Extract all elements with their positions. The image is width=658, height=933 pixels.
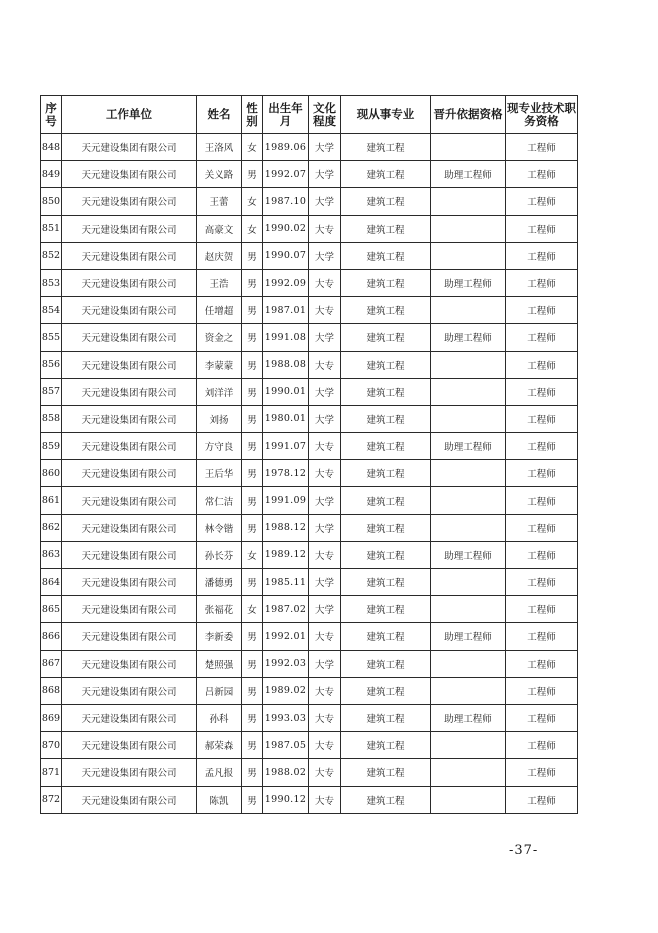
cell-current-major: 建筑工程 (341, 541, 431, 568)
header-birth-date: 出生年月 (263, 96, 309, 134)
cell-birth-date: 1989.12 (263, 541, 309, 568)
cell-work-unit: 天元建设集团有限公司 (62, 596, 197, 623)
cell-name: 楚照强 (197, 650, 242, 677)
cell-serial-number: 869 (41, 704, 62, 731)
cell-name: 王浩 (197, 269, 242, 296)
cell-current-major: 建筑工程 (341, 161, 431, 188)
cell-name: 吕新园 (197, 677, 242, 704)
cell-birth-date: 1990.01 (263, 378, 309, 405)
table-row (41, 569, 578, 596)
cell-work-unit: 天元建设集团有限公司 (62, 704, 197, 731)
cell-gender: 男 (242, 297, 263, 324)
cell-education: 大学 (309, 378, 341, 405)
cell-promotion-basis (431, 487, 506, 514)
cell-gender: 男 (242, 269, 263, 296)
cell-promotion-basis (431, 405, 506, 432)
cell-birth-date: 1987.02 (263, 596, 309, 623)
table-row (41, 759, 578, 786)
cell-education: 大学 (309, 487, 341, 514)
cell-work-unit: 天元建设集团有限公司 (62, 269, 197, 296)
cell-current-major: 建筑工程 (341, 134, 431, 161)
cell-current-title: 工程师 (506, 541, 578, 568)
table-body (41, 134, 578, 814)
cell-gender: 男 (242, 786, 263, 813)
cell-current-title: 工程师 (506, 433, 578, 460)
cell-promotion-basis (431, 650, 506, 677)
cell-promotion-basis: 助理工程师 (431, 324, 506, 351)
table-row (41, 134, 578, 161)
cell-birth-date: 1988.12 (263, 514, 309, 541)
cell-birth-date: 1989.02 (263, 677, 309, 704)
cell-birth-date: 1980.01 (263, 405, 309, 432)
cell-birth-date: 1992.01 (263, 623, 309, 650)
cell-birth-date: 1991.07 (263, 433, 309, 460)
cell-serial-number: 870 (41, 732, 62, 759)
cell-name: 孙科 (197, 704, 242, 731)
cell-promotion-basis (431, 786, 506, 813)
cell-serial-number: 849 (41, 161, 62, 188)
table-row (41, 324, 578, 351)
cell-serial-number: 864 (41, 569, 62, 596)
cell-work-unit: 天元建设集团有限公司 (62, 405, 197, 432)
cell-education: 大专 (309, 269, 341, 296)
table-header-row (41, 96, 578, 134)
cell-promotion-basis (431, 460, 506, 487)
cell-work-unit: 天元建设集团有限公司 (62, 188, 197, 215)
table-row (41, 704, 578, 731)
cell-current-major: 建筑工程 (341, 351, 431, 378)
cell-promotion-basis: 助理工程师 (431, 623, 506, 650)
cell-birth-date: 1989.06 (263, 134, 309, 161)
cell-work-unit: 天元建设集团有限公司 (62, 161, 197, 188)
cell-birth-date: 1990.12 (263, 786, 309, 813)
cell-gender: 男 (242, 650, 263, 677)
table-row (41, 623, 578, 650)
table-row (41, 677, 578, 704)
cell-current-major: 建筑工程 (341, 433, 431, 460)
cell-promotion-basis (431, 759, 506, 786)
cell-promotion-basis: 助理工程师 (431, 704, 506, 731)
table-row (41, 460, 578, 487)
cell-promotion-basis: 助理工程师 (431, 161, 506, 188)
cell-gender: 女 (242, 215, 263, 242)
cell-current-title: 工程师 (506, 596, 578, 623)
cell-current-major: 建筑工程 (341, 514, 431, 541)
cell-birth-date: 1993.03 (263, 704, 309, 731)
cell-name: 王洛风 (197, 134, 242, 161)
header-name: 姓名 (197, 96, 242, 134)
cell-work-unit: 天元建设集团有限公司 (62, 650, 197, 677)
cell-serial-number: 854 (41, 297, 62, 324)
cell-current-title: 工程师 (506, 786, 578, 813)
table-row (41, 215, 578, 242)
cell-work-unit: 天元建设集团有限公司 (62, 134, 197, 161)
cell-education: 大专 (309, 351, 341, 378)
cell-serial-number: 865 (41, 596, 62, 623)
header-education: 文化程度 (309, 96, 341, 134)
cell-current-major: 建筑工程 (341, 623, 431, 650)
cell-current-title: 工程师 (506, 460, 578, 487)
cell-serial-number: 859 (41, 433, 62, 460)
cell-gender: 男 (242, 759, 263, 786)
cell-current-major: 建筑工程 (341, 215, 431, 242)
cell-gender: 男 (242, 460, 263, 487)
cell-birth-date: 1992.09 (263, 269, 309, 296)
cell-current-title: 工程师 (506, 704, 578, 731)
cell-work-unit: 天元建设集团有限公司 (62, 351, 197, 378)
cell-current-title: 工程师 (506, 351, 578, 378)
cell-birth-date: 1987.05 (263, 732, 309, 759)
cell-name: 关义路 (197, 161, 242, 188)
cell-gender: 男 (242, 514, 263, 541)
cell-promotion-basis (431, 215, 506, 242)
cell-serial-number: 848 (41, 134, 62, 161)
cell-work-unit: 天元建设集团有限公司 (62, 378, 197, 405)
cell-work-unit: 天元建设集团有限公司 (62, 569, 197, 596)
cell-work-unit: 天元建设集团有限公司 (62, 324, 197, 351)
cell-gender: 女 (242, 541, 263, 568)
cell-gender: 女 (242, 188, 263, 215)
cell-serial-number: 861 (41, 487, 62, 514)
table-row (41, 541, 578, 568)
cell-work-unit: 天元建设集团有限公司 (62, 460, 197, 487)
cell-work-unit: 天元建设集团有限公司 (62, 297, 197, 324)
cell-current-major: 建筑工程 (341, 188, 431, 215)
cell-name: 高豪文 (197, 215, 242, 242)
cell-education: 大专 (309, 677, 341, 704)
cell-current-title: 工程师 (506, 378, 578, 405)
cell-gender: 男 (242, 351, 263, 378)
cell-work-unit: 天元建设集团有限公司 (62, 786, 197, 813)
cell-serial-number: 867 (41, 650, 62, 677)
cell-birth-date: 1988.02 (263, 759, 309, 786)
cell-work-unit: 天元建设集团有限公司 (62, 514, 197, 541)
cell-gender: 男 (242, 623, 263, 650)
cell-current-major: 建筑工程 (341, 732, 431, 759)
cell-education: 大专 (309, 460, 341, 487)
table-row (41, 650, 578, 677)
cell-promotion-basis (431, 732, 506, 759)
cell-serial-number: 857 (41, 378, 62, 405)
cell-work-unit: 天元建设集团有限公司 (62, 433, 197, 460)
roster-table (40, 95, 578, 814)
cell-name: 常仁洁 (197, 487, 242, 514)
cell-current-major: 建筑工程 (341, 405, 431, 432)
table-row (41, 242, 578, 269)
table-row (41, 732, 578, 759)
cell-education: 大专 (309, 759, 341, 786)
cell-gender: 女 (242, 134, 263, 161)
cell-birth-date: 1988.08 (263, 351, 309, 378)
cell-gender: 男 (242, 487, 263, 514)
cell-current-title: 工程师 (506, 759, 578, 786)
table-row (41, 297, 578, 324)
cell-current-title: 工程师 (506, 732, 578, 759)
cell-promotion-basis (431, 596, 506, 623)
cell-current-major: 建筑工程 (341, 242, 431, 269)
cell-serial-number: 862 (41, 514, 62, 541)
cell-education: 大学 (309, 650, 341, 677)
cell-current-major: 建筑工程 (341, 297, 431, 324)
cell-education: 大学 (309, 514, 341, 541)
cell-current-title: 工程师 (506, 269, 578, 296)
cell-current-title: 工程师 (506, 487, 578, 514)
cell-birth-date: 1992.07 (263, 161, 309, 188)
cell-name: 赵庆贺 (197, 242, 242, 269)
cell-work-unit: 天元建设集团有限公司 (62, 623, 197, 650)
cell-gender: 男 (242, 242, 263, 269)
table-row (41, 514, 578, 541)
cell-promotion-basis (431, 514, 506, 541)
cell-education: 大学 (309, 596, 341, 623)
cell-education: 大学 (309, 405, 341, 432)
cell-education: 大专 (309, 541, 341, 568)
cell-current-major: 建筑工程 (341, 677, 431, 704)
cell-promotion-basis (431, 378, 506, 405)
cell-gender: 男 (242, 704, 263, 731)
cell-promotion-basis (431, 677, 506, 704)
cell-current-title: 工程师 (506, 215, 578, 242)
cell-serial-number: 871 (41, 759, 62, 786)
cell-education: 大学 (309, 324, 341, 351)
cell-name: 陈凯 (197, 786, 242, 813)
cell-current-title: 工程师 (506, 242, 578, 269)
cell-current-major: 建筑工程 (341, 269, 431, 296)
cell-current-title: 工程师 (506, 677, 578, 704)
cell-education: 大专 (309, 297, 341, 324)
cell-gender: 男 (242, 378, 263, 405)
cell-name: 刘扬 (197, 405, 242, 432)
cell-work-unit: 天元建设集团有限公司 (62, 677, 197, 704)
cell-name: 潘德勇 (197, 569, 242, 596)
cell-current-title: 工程师 (506, 188, 578, 215)
cell-name: 李新委 (197, 623, 242, 650)
header-current-title: 现专业技术职务资格 (506, 96, 578, 134)
header-current-major: 现从事专业 (341, 96, 431, 134)
cell-name: 李蒙蒙 (197, 351, 242, 378)
table-row (41, 188, 578, 215)
cell-current-title: 工程师 (506, 569, 578, 596)
cell-promotion-basis: 助理工程师 (431, 541, 506, 568)
header-serial-number: 序号 (41, 96, 62, 134)
cell-current-title: 工程师 (506, 514, 578, 541)
cell-promotion-basis: 助理工程师 (431, 269, 506, 296)
cell-education: 大专 (309, 786, 341, 813)
cell-current-major: 建筑工程 (341, 324, 431, 351)
cell-gender: 男 (242, 732, 263, 759)
header-promotion-basis: 晋升依据资格 (431, 96, 506, 134)
cell-education: 大学 (309, 188, 341, 215)
cell-serial-number: 856 (41, 351, 62, 378)
table-row (41, 596, 578, 623)
cell-name: 孟凡报 (197, 759, 242, 786)
cell-current-major: 建筑工程 (341, 460, 431, 487)
cell-current-title: 工程师 (506, 161, 578, 188)
cell-birth-date: 1978.12 (263, 460, 309, 487)
cell-gender: 男 (242, 569, 263, 596)
cell-gender: 男 (242, 405, 263, 432)
cell-name: 孙长芬 (197, 541, 242, 568)
cell-serial-number: 866 (41, 623, 62, 650)
cell-promotion-basis (431, 242, 506, 269)
cell-education: 大专 (309, 433, 341, 460)
cell-current-title: 工程师 (506, 405, 578, 432)
cell-serial-number: 868 (41, 677, 62, 704)
cell-promotion-basis (431, 134, 506, 161)
cell-serial-number: 863 (41, 541, 62, 568)
cell-birth-date: 1990.02 (263, 215, 309, 242)
cell-work-unit: 天元建设集团有限公司 (62, 215, 197, 242)
cell-birth-date: 1987.10 (263, 188, 309, 215)
cell-current-major: 建筑工程 (341, 786, 431, 813)
cell-promotion-basis: 助理工程师 (431, 433, 506, 460)
cell-name: 刘洋洋 (197, 378, 242, 405)
cell-education: 大学 (309, 569, 341, 596)
cell-work-unit: 天元建设集团有限公司 (62, 732, 197, 759)
cell-gender: 女 (242, 596, 263, 623)
cell-promotion-basis (431, 188, 506, 215)
cell-gender: 男 (242, 433, 263, 460)
cell-education: 大专 (309, 623, 341, 650)
cell-current-title: 工程师 (506, 324, 578, 351)
header-work-unit: 工作单位 (62, 96, 197, 134)
cell-promotion-basis (431, 569, 506, 596)
cell-education: 大学 (309, 134, 341, 161)
cell-birth-date: 1987.01 (263, 297, 309, 324)
cell-serial-number: 858 (41, 405, 62, 432)
cell-name: 方守良 (197, 433, 242, 460)
cell-current-major: 建筑工程 (341, 378, 431, 405)
cell-name: 林令锴 (197, 514, 242, 541)
cell-serial-number: 850 (41, 188, 62, 215)
table-row (41, 378, 578, 405)
cell-current-title: 工程师 (506, 650, 578, 677)
cell-education: 大学 (309, 161, 341, 188)
table-row (41, 351, 578, 378)
cell-name: 王蕾 (197, 188, 242, 215)
page-number: -37- (509, 843, 539, 858)
cell-education: 大专 (309, 215, 341, 242)
cell-birth-date: 1991.08 (263, 324, 309, 351)
cell-birth-date: 1990.07 (263, 242, 309, 269)
cell-current-title: 工程师 (506, 623, 578, 650)
table-row (41, 786, 578, 813)
cell-serial-number: 853 (41, 269, 62, 296)
cell-current-title: 工程师 (506, 297, 578, 324)
cell-gender: 男 (242, 677, 263, 704)
cell-current-major: 建筑工程 (341, 569, 431, 596)
cell-current-major: 建筑工程 (341, 596, 431, 623)
cell-name: 张福花 (197, 596, 242, 623)
table-row (41, 269, 578, 296)
table-row (41, 405, 578, 432)
cell-name: 郝荣森 (197, 732, 242, 759)
cell-name: 资金之 (197, 324, 242, 351)
cell-work-unit: 天元建设集团有限公司 (62, 487, 197, 514)
cell-serial-number: 872 (41, 786, 62, 813)
cell-birth-date: 1985.11 (263, 569, 309, 596)
table-row (41, 433, 578, 460)
cell-work-unit: 天元建设集团有限公司 (62, 541, 197, 568)
cell-current-title: 工程师 (506, 134, 578, 161)
cell-serial-number: 851 (41, 215, 62, 242)
cell-current-major: 建筑工程 (341, 487, 431, 514)
header-gender: 性别 (242, 96, 263, 134)
cell-gender: 男 (242, 161, 263, 188)
cell-education: 大学 (309, 242, 341, 269)
cell-current-major: 建筑工程 (341, 704, 431, 731)
cell-education: 大专 (309, 732, 341, 759)
cell-work-unit: 天元建设集团有限公司 (62, 242, 197, 269)
cell-promotion-basis (431, 297, 506, 324)
cell-current-major: 建筑工程 (341, 650, 431, 677)
cell-birth-date: 1991.09 (263, 487, 309, 514)
cell-birth-date: 1992.03 (263, 650, 309, 677)
table-row (41, 161, 578, 188)
cell-name: 任增超 (197, 297, 242, 324)
cell-serial-number: 852 (41, 242, 62, 269)
cell-name: 王后华 (197, 460, 242, 487)
cell-current-major: 建筑工程 (341, 759, 431, 786)
table-row (41, 487, 578, 514)
cell-work-unit: 天元建设集团有限公司 (62, 759, 197, 786)
cell-gender: 男 (242, 324, 263, 351)
cell-promotion-basis (431, 351, 506, 378)
cell-serial-number: 860 (41, 460, 62, 487)
cell-serial-number: 855 (41, 324, 62, 351)
cell-education: 大专 (309, 704, 341, 731)
